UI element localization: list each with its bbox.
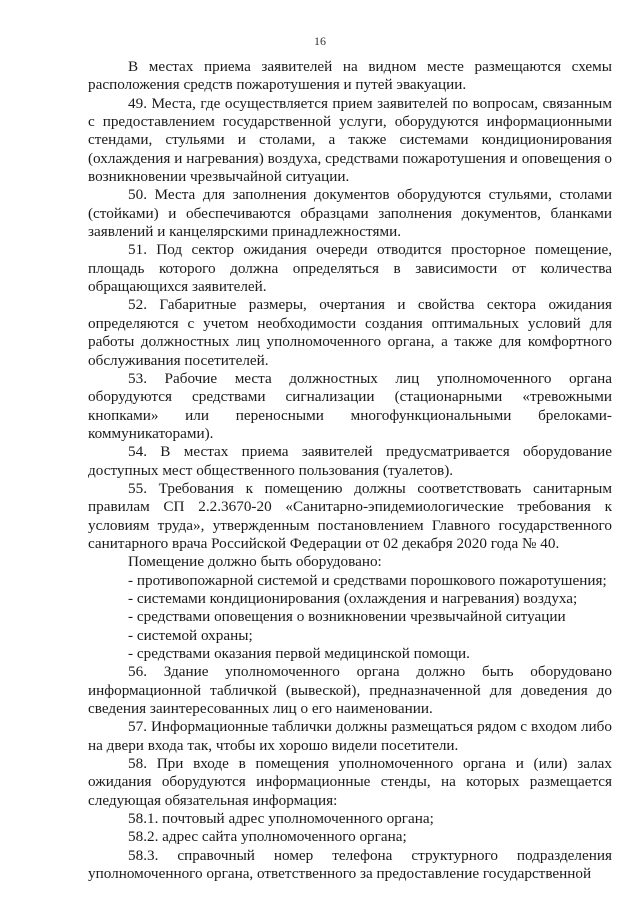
paragraph-58: 58. При входе в помещения уполномоченного органа и (или) залах ожидания оборудуются информационные стенды, на которых размещается следующая обязательная информация: <box>88 755 612 809</box>
page-number: 16 <box>314 34 326 48</box>
list-item: - средствами оказания первой медицинской помощи. <box>128 645 470 662</box>
paragraph-58-3: 58.3. справочный номер телефона структурного подразделения уполномоченного органа, ответственного за предоставление государственной <box>88 846 612 883</box>
list-item: - системой охраны; <box>128 626 253 644</box>
paragraph-58-1: 58.1. почтовый адрес уполномоченного органа; <box>128 810 434 828</box>
paragraph-51: 51. Под сектор ожидания очереди отводится просторное помещение, площадь которого должна определяться в зависимости от количества обращающихся заявителей. <box>88 241 612 296</box>
paragraph-53: 53. Рабочие места должностных лиц уполномоченного органа оборудуются средствами сигнализации (стационарными «тревожными кнопками» или переносными многофункциональными брелоками-коммуникаторами). <box>88 369 612 442</box>
paragraph-54: 54. В местах приема заявителей предусматривается оборудование доступных мест общественного пользования (туалетов). <box>88 443 612 479</box>
paragraph-50: 50. Места для заполнения документов оборудуются стульями, столами (стойками) и обеспечиваются образцами заполнения документов, бланками заявлений и канцелярскими принадлежностями. <box>88 186 612 241</box>
paragraph-56: 56. Здание уполномоченного органа должно быть оборудовано информационной табличкой (вывеской), предназначенной для доведения до сведения заинтересованных лиц о его наименовании. <box>88 663 612 718</box>
document-body <box>88 58 612 883</box>
paragraph-equipment-intro: Помещение должно быть оборудовано: <box>128 553 382 571</box>
paragraph-49: 49. Места, где осуществляется прием заявителей по вопросам, связанным с предоставлением государственной услуги, оборудуются информационными стендами, стульями и столами, а также системами кондиционирования (охлаждения и нагревания) воздуха, средствами пожаротушения и оповещения о возникновении чрезвычайной ситуации. <box>88 94 612 186</box>
paragraph-52: 52. Габаритные размеры, очертания и свойства сектора ожидания определяются с учетом необходимости создания оптимальных условий для работы должностных лиц уполномоченного органа, а также для комфортного обслуживания посетителей. <box>88 296 612 369</box>
list-item: - средствами оповещения о возникновении чрезвычайной ситуации <box>128 608 566 626</box>
list-item: - противопожарной системой и средствами порошкового пожаротушения; <box>128 571 607 589</box>
paragraph-evacuation-schemes: В местах приема заявителей на видном месте размещаются схемы расположения средств пожаротушения и путей эвакуации. <box>88 58 612 94</box>
paragraph-55: 55. Требования к помещению должны соответствовать санитарным правилам СП 2.2.3670-20 «Санитарно-эпидемиологические требования к условиям труда», утвержденным постановлением Главного государственного санитарного врача Российской Федерации от 02 декабря 2020 года № 40. <box>88 479 612 552</box>
list-item: - системами кондиционирования (охлаждения и нагревания) воздуха; <box>128 589 578 607</box>
paragraph-58-2: 58.2. адрес сайта уполномоченного органа; <box>128 828 407 846</box>
paragraph-57: 57. Информационные таблички должны размещаться рядом с входом либо на двери входа так, чтобы их хорошо видели посетители. <box>88 718 612 754</box>
